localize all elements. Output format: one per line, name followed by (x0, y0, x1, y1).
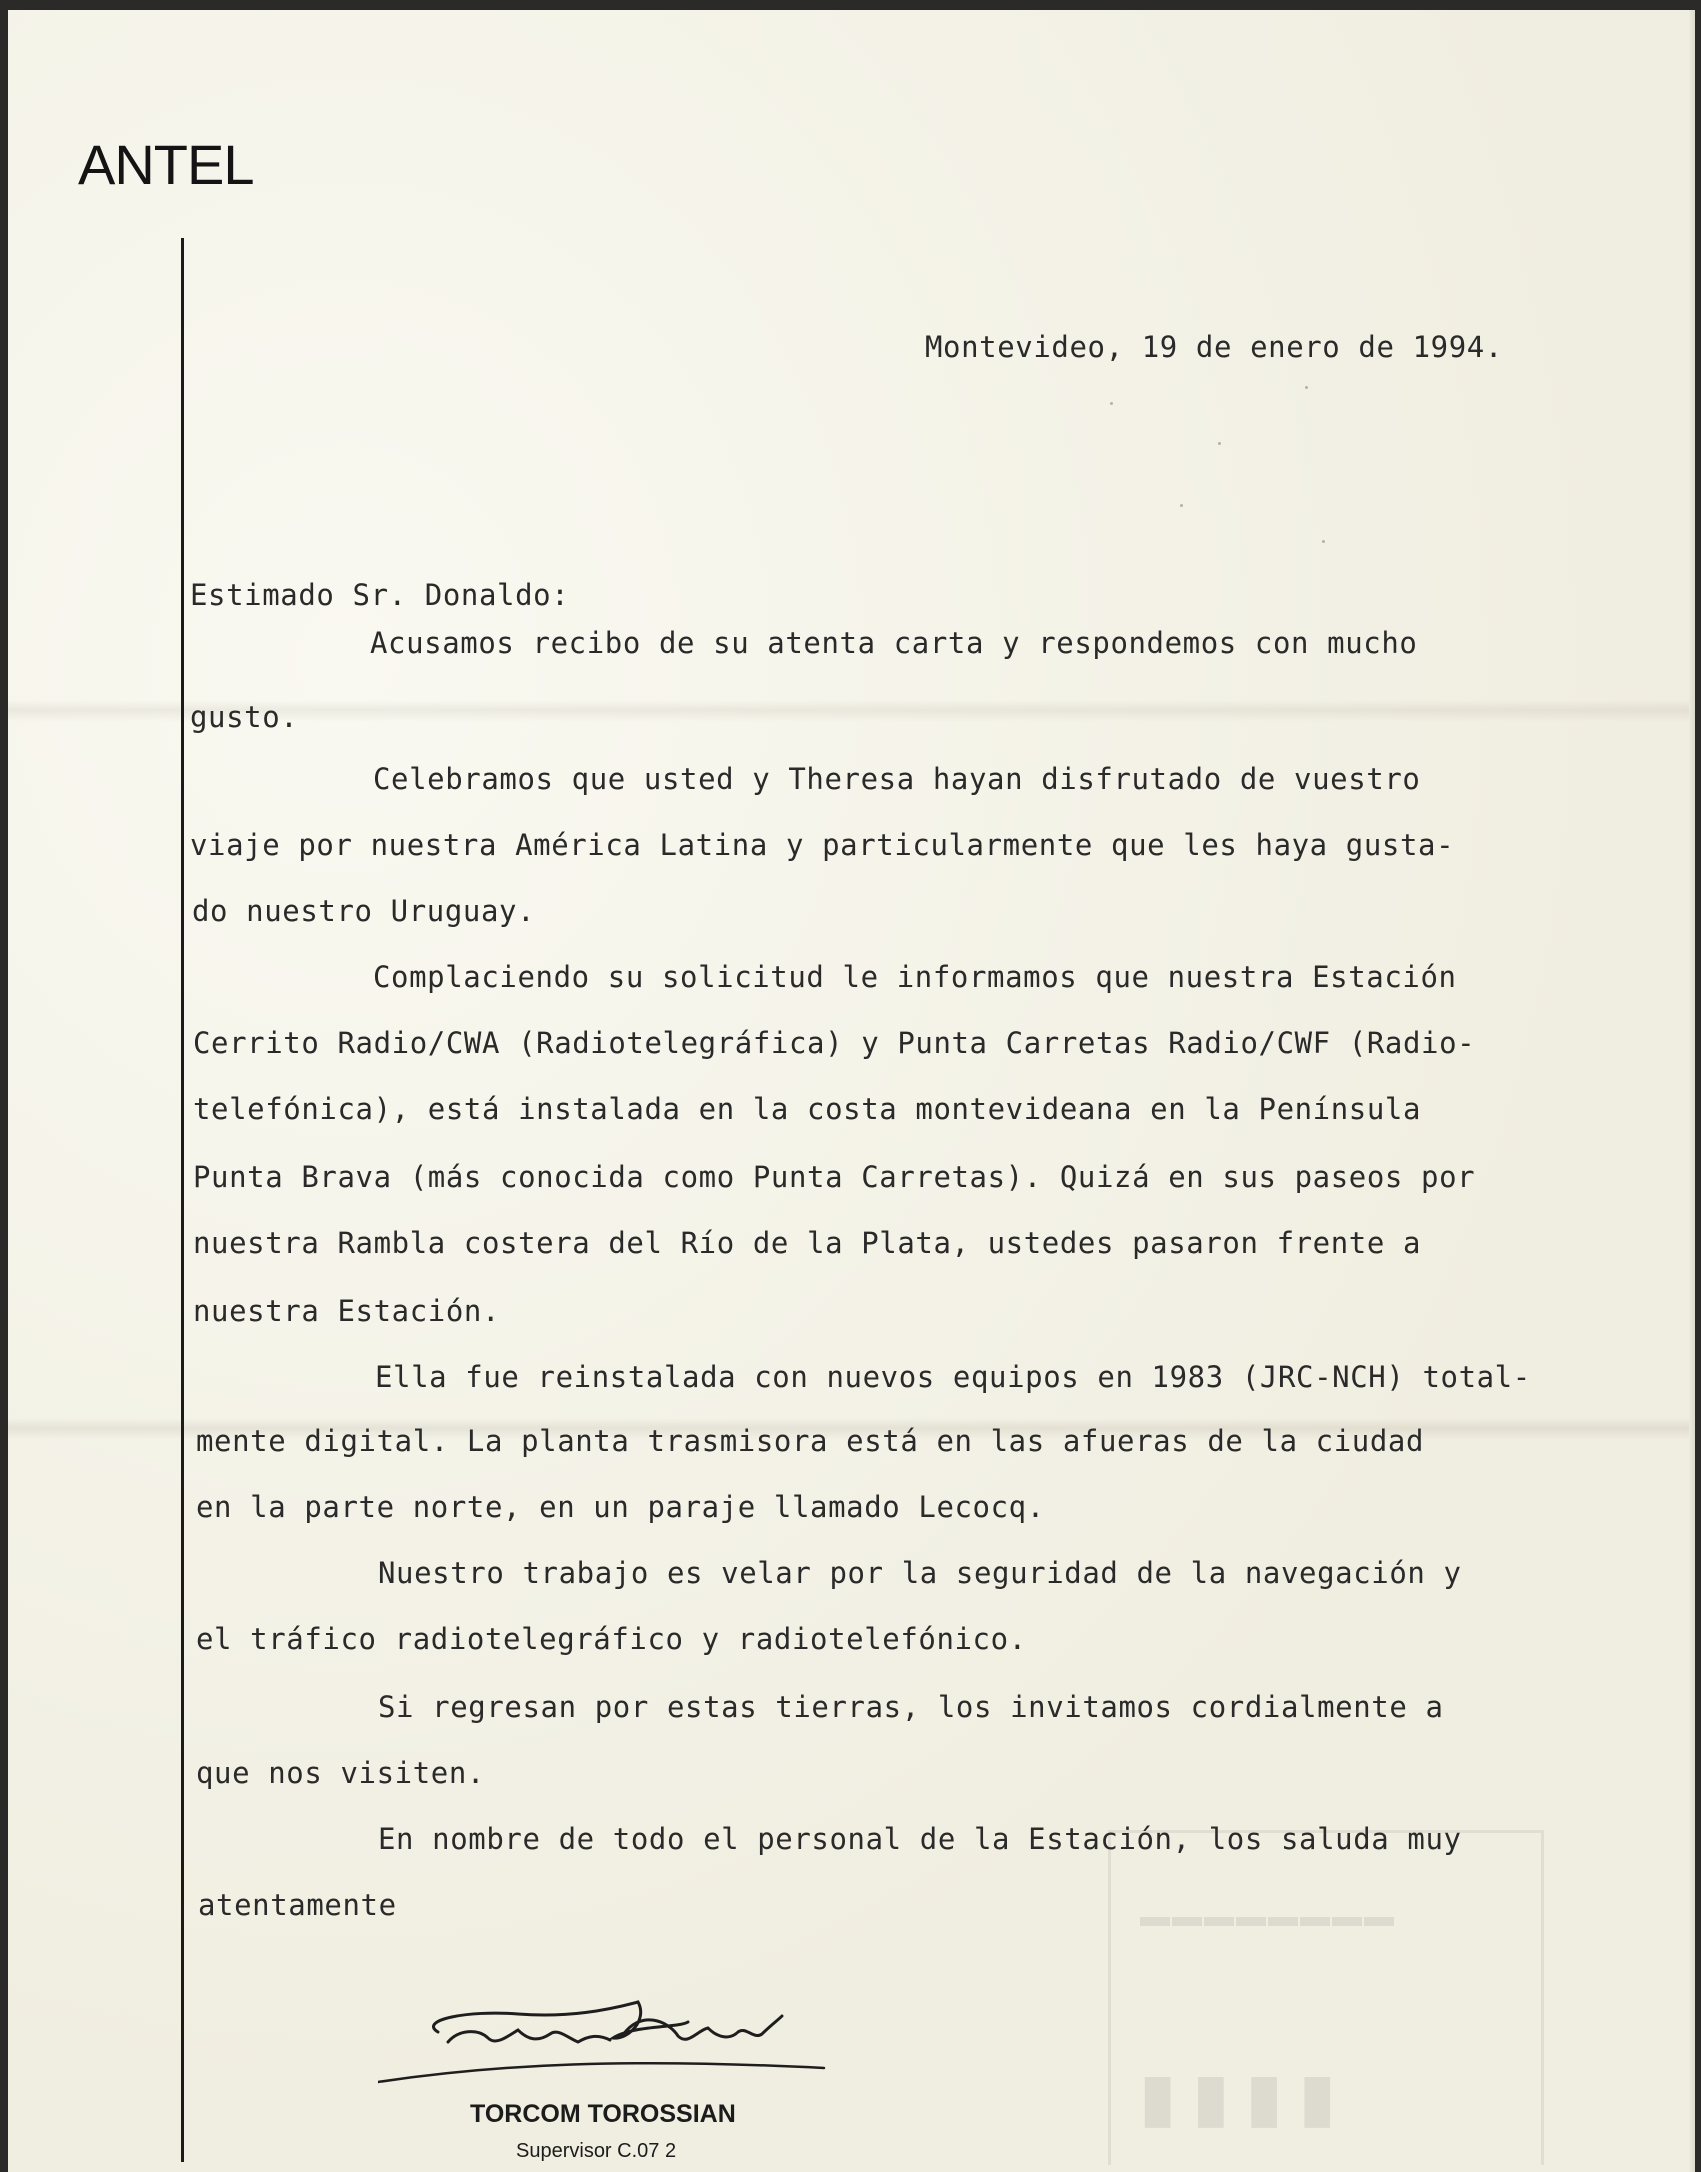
letter-line: nuestra Estación. (193, 1294, 501, 1328)
letter-line: Si regresan por estas tierras, los invitamos cordialmente a (378, 1690, 1444, 1724)
ink-speckle (1110, 402, 1113, 405)
letter-line: atentamente (198, 1888, 397, 1922)
page-edge (1689, 10, 1695, 2172)
letter-line: en la parte norte, en un paraje llamado Lecocq. (196, 1490, 1045, 1524)
letter-line: Nuestro trabajo es velar por la seguridad de la navegación y (378, 1556, 1462, 1590)
ink-speckle (1180, 504, 1183, 507)
letter-line: gusto. (190, 700, 299, 734)
letter-line: Punta Brava (más conocida como Punta Carretas). Quizá en sus paseos por (193, 1160, 1476, 1194)
salutation: Estimado Sr. Donaldo: (190, 578, 570, 612)
letter-line: telefónica), está instalada en la costa montevideana en la Península (193, 1092, 1422, 1126)
letter-line: Acusamos recibo de su atenta carta y respondemos con mucho (370, 626, 1418, 660)
margin-rule (181, 238, 184, 2162)
letter-line: viaje por nuestra América Latina y particularmente que les haya gusta- (190, 828, 1455, 862)
faded-stamp-mark: ▮▮▮▮ (1140, 2061, 1353, 2133)
handwritten-signature (378, 1980, 838, 2090)
letter-line: nuestra Rambla costera del Río de la Plata, ustedes pasaron frente a (193, 1226, 1422, 1260)
letter-line: que nos visiten. (196, 1756, 485, 1790)
letter-line: Ella fue reinstalada con nuevos equipos en 1983 (JRC-NCH) total- (375, 1360, 1531, 1394)
letter-line: En nombre de todo el personal de la Estación, los saluda muy (378, 1822, 1462, 1856)
date-line: Montevideo, 19 de enero de 1994. (925, 330, 1503, 364)
signer-name: TORCOM TOROSSIAN (470, 2100, 736, 2128)
antel-logo: ANTEL (78, 133, 254, 196)
ink-speckle (1322, 540, 1325, 543)
letter-line: do nuestro Uruguay. (192, 894, 536, 928)
letter-line: el tráfico radiotelegráfico y radiotelefónico. (196, 1622, 1027, 1656)
letter-line: Celebramos que usted y Theresa hayan disfrutado de vuestro (373, 762, 1421, 796)
faded-stamp-mark: ▬▬▬▬▬▬▬▬ (1140, 1900, 1396, 1933)
letter-line: Complaciendo su solicitud le informamos que nuestra Estación (373, 960, 1457, 994)
letter-line: mente digital. La planta trasmisora está en las afueras de la ciudad (196, 1424, 1425, 1458)
letter-line: Cerrito Radio/CWA (Radiotelegráfica) y Punta Carretas Radio/CWF (Radio- (193, 1026, 1476, 1060)
ink-speckle (1305, 386, 1308, 389)
signer-title: Supervisor C.07 2 (516, 2140, 677, 2162)
ink-speckle (1218, 442, 1221, 445)
